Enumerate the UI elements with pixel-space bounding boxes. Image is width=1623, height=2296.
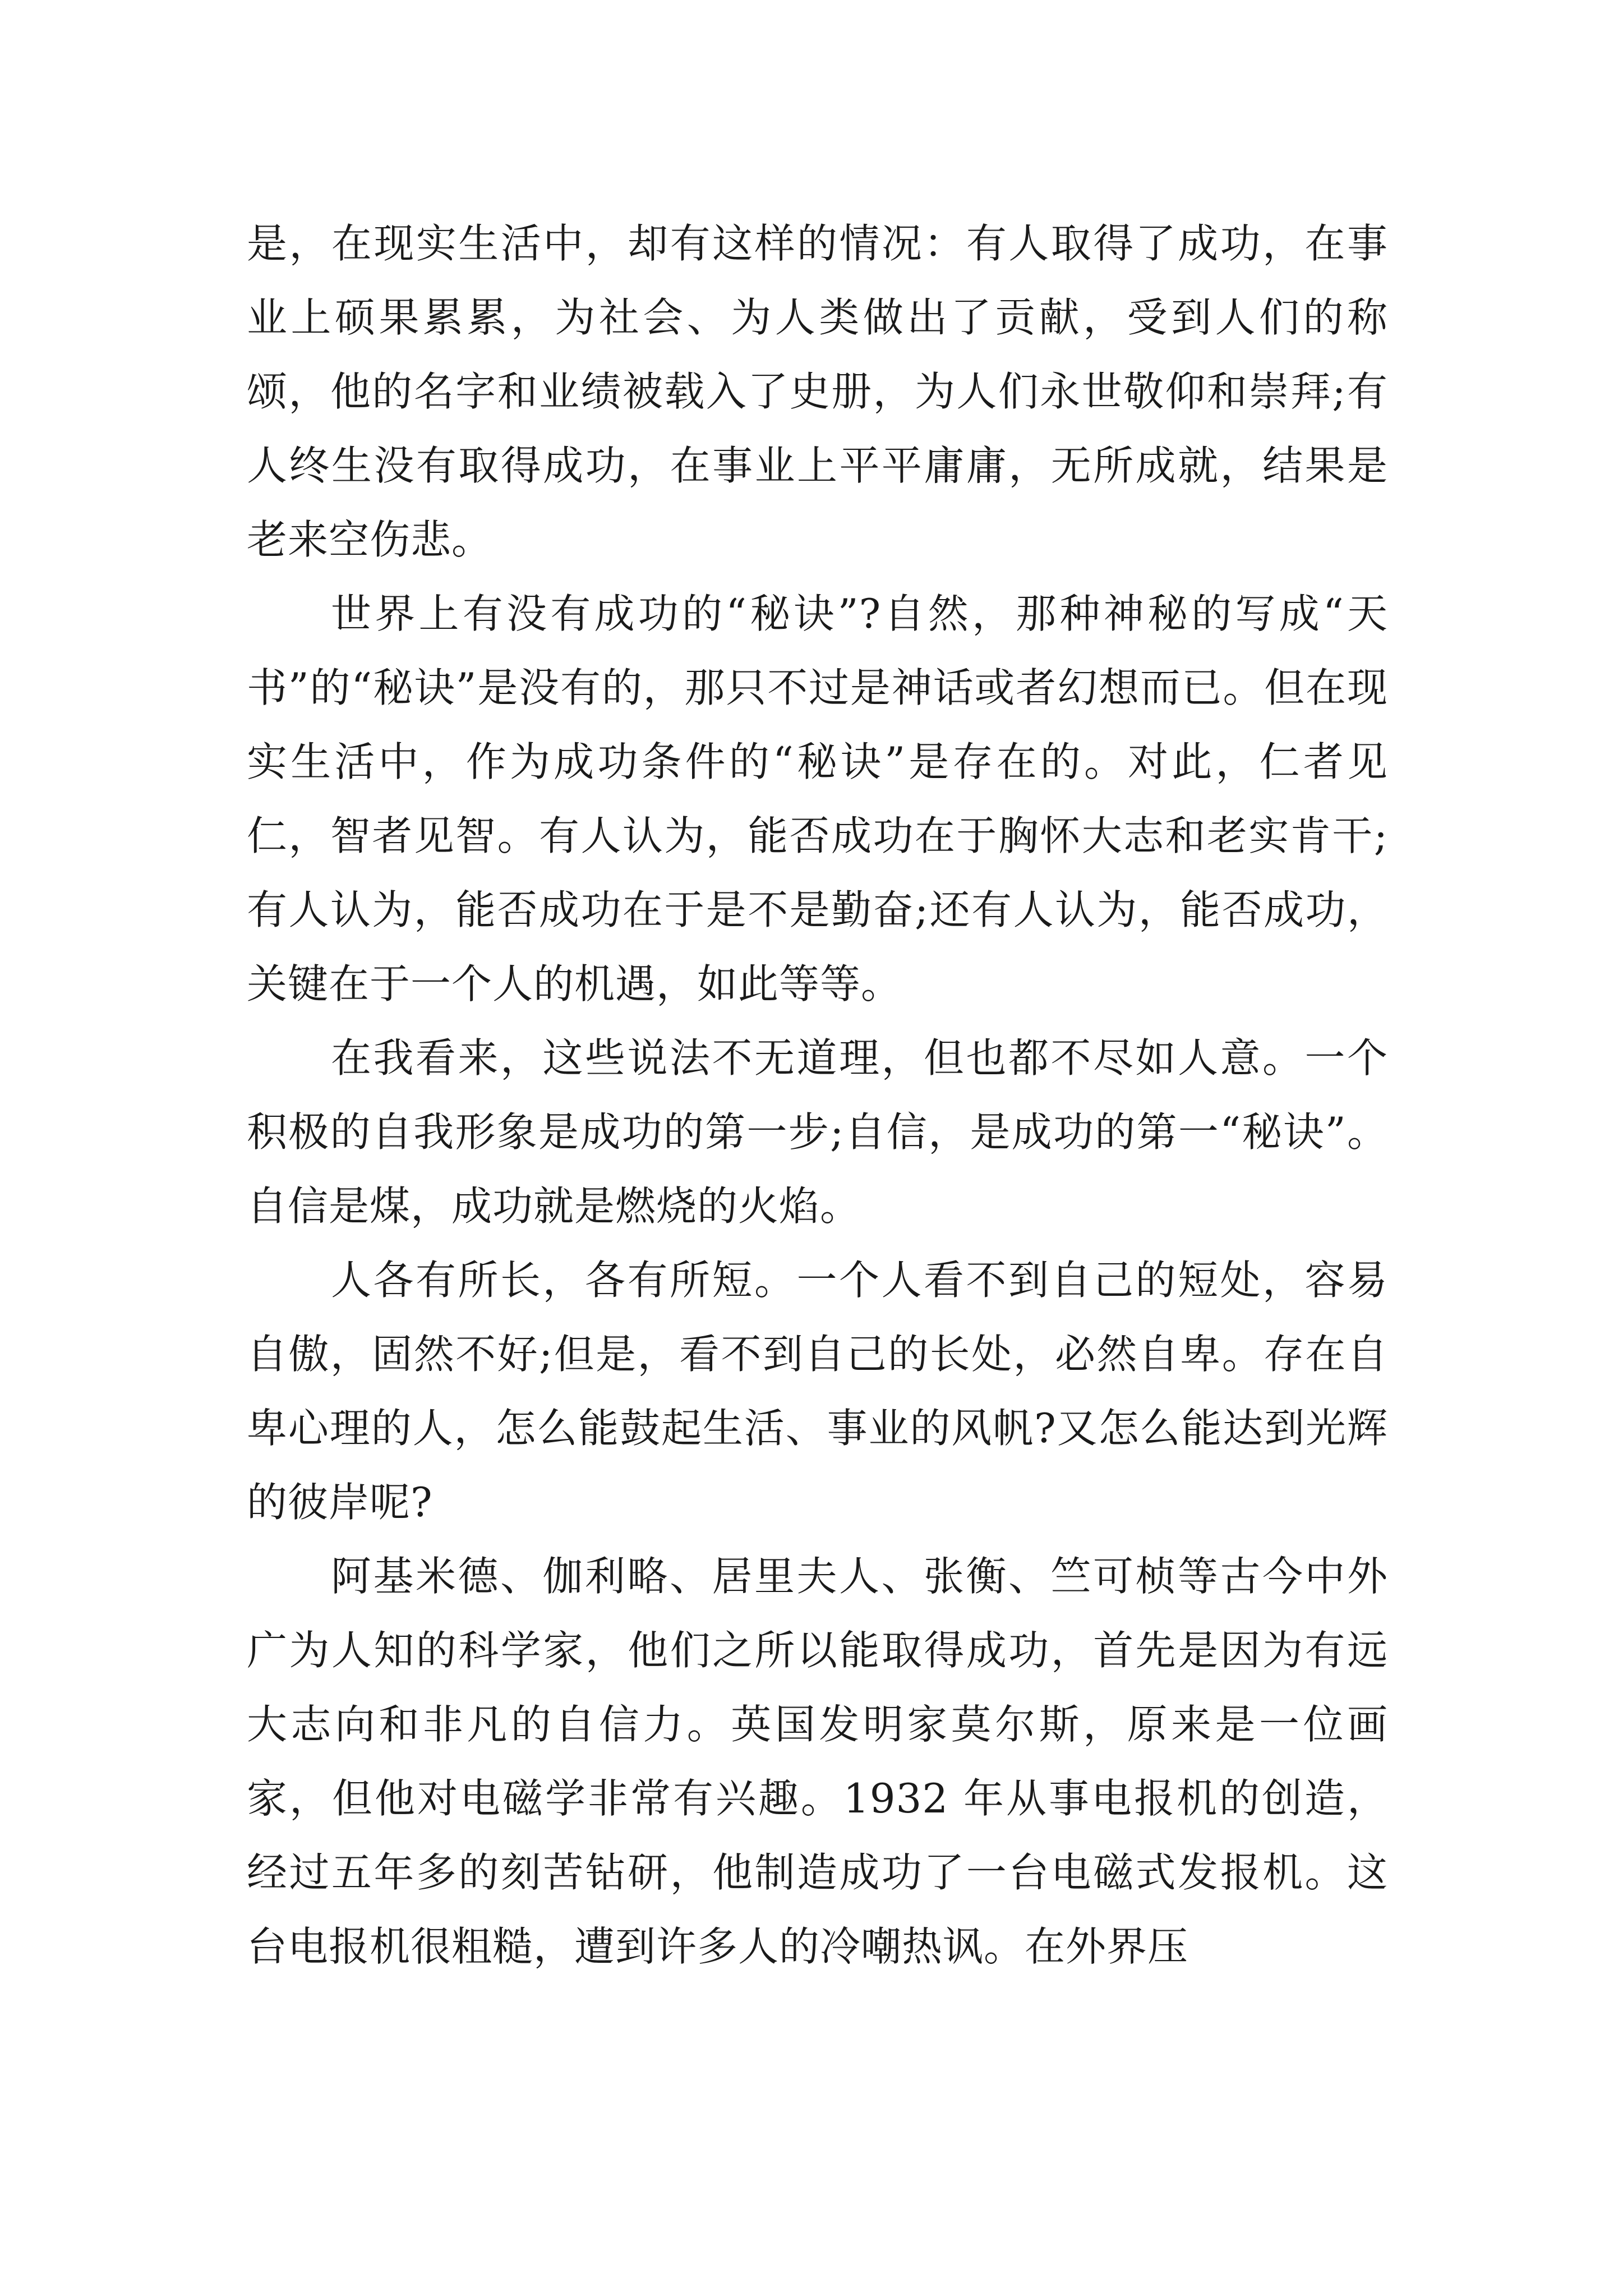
paragraph-2: 世界上有没有成功的“秘诀”?自然，那种神秘的写成“天书”的“秘诀”是没有的，那只不过是神话或者幻想而已。但在现实生活中，作为成功条件的“秘诀”是存在的。对此，仁者见仁，智者见智。有人认为，能否成功在于胸怀大志和老实肯干;有人认为，能否成功在于是不是勤奋;还有人认为，能否成功，关键在于一个人的机遇，如此等等。 bbox=[247, 590, 1388, 1007]
paragraph-5: 阿基米德、伽利略、居里夫人、张衡、竺可桢等古今中外广为人知的科学家，他们之所以能取得成功，首先是因为有远大志向和非凡的自信力。英国发明家莫尔斯，原来是一位画家，但他对电磁学非常有兴趣。1932 年从事电报机的创造，经过五年多的刻苦钻研，他制造成功了一台电磁式发报机。这台电报机很粗糙，遭到许多人的冷嘲热讽。在外界压 bbox=[247, 1553, 1388, 1970]
paragraph-3: 在我看来，这些说法不无道理，但也都不尽如人意。一个积极的自我形象是成功的第一步;自信，是成功的第一“秘诀”。自信是煤，成功就是燃烧的火焰。 bbox=[247, 1034, 1388, 1230]
document-page bbox=[247, 206, 1388, 1984]
paragraph-1: 是，在现实生活中，却有这样的情况：有人取得了成功，在事业上硕果累累，为社会、为人类做出了贡献，受到人们的称颂，他的名字和业绩被载入了史册，为人们永世敬仰和崇拜;有人终生没有取得成功，在事业上平平庸庸，无所成就，结果是老来空伤悲。 bbox=[247, 220, 1388, 563]
paragraph-4: 人各有所长，各有所短。一个人看不到自己的短处，容易自傲，固然不好;但是，看不到自己的长处，必然自卑。存在自卑心理的人，怎么能鼓起生活、事业的风帆?又怎么能达到光辉的彼岸呢? bbox=[247, 1257, 1388, 1526]
